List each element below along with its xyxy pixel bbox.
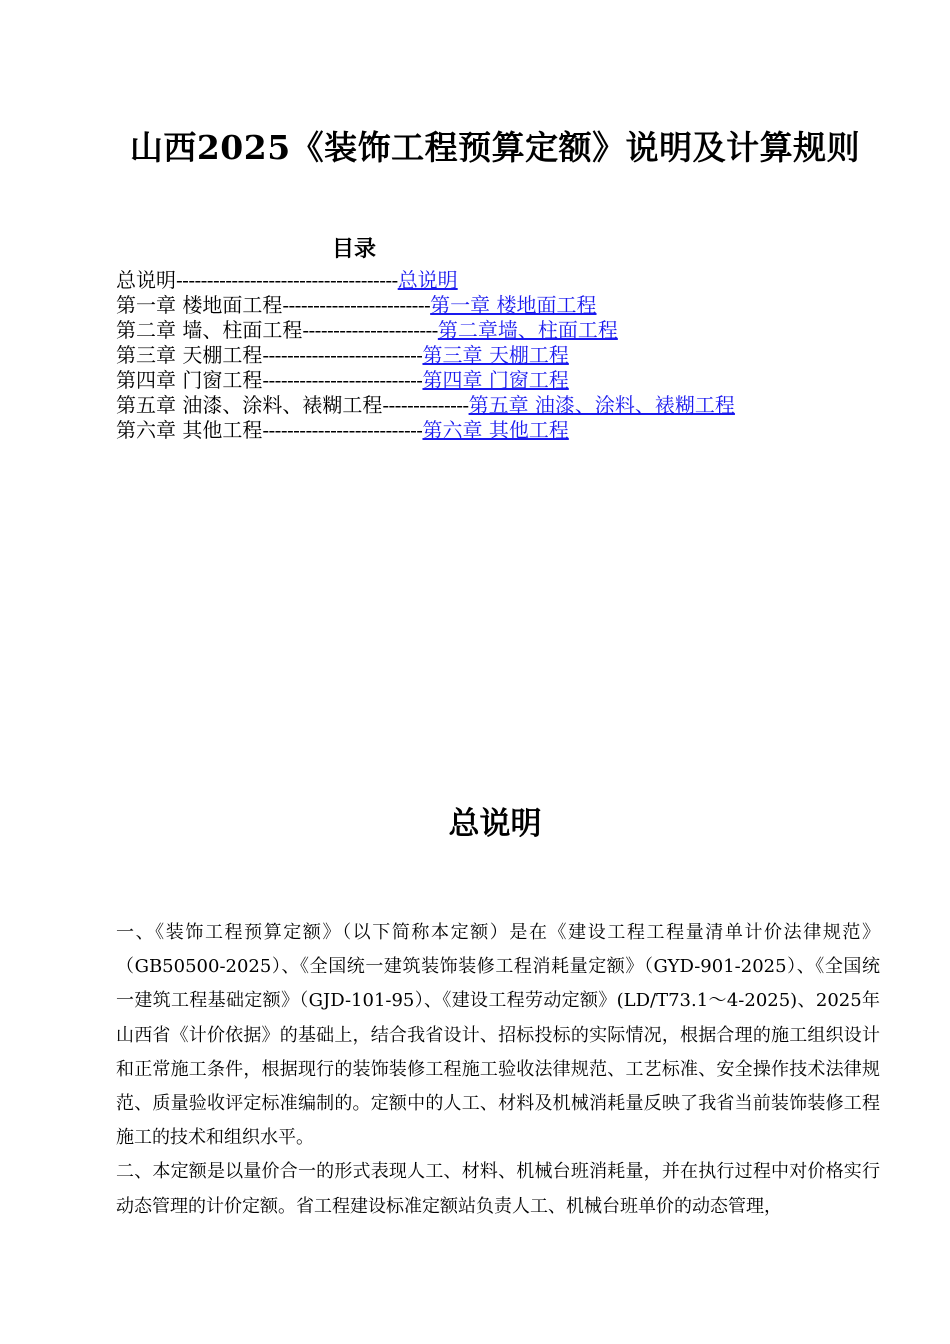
paragraph: 二、本定额是以量价合一的形式表现人工、材料、机械台班消耗量，并在执行过程中对价格实行动态管理的计价定额。省工程建设标准定额站负责人工、机械台班单价的动态管理， [116, 1161, 880, 1217]
toc-entry-label: 第三章 天棚工程 [116, 343, 263, 367]
toc-leader: -------------------------- [262, 343, 423, 367]
toc-entry [116, 293, 896, 318]
toc-leader: ---------------------- [302, 318, 438, 342]
toc-entry-label: 总说明 [116, 268, 176, 292]
body-text [116, 916, 880, 1224]
toc-entry [116, 393, 896, 418]
paragraph: 一、《装饰工程预算定额》（以下简称本定额）是在《建设工程工程量清单计价法律规范》（GB50500-2025）、《全国统一建筑装饰装修工程消耗量定额》（GYD-901-2025）、《全国统一建筑工程基础定额》（GJD-101-95）、《建设工程劳动定额》(LD/T73.1～4-2025)、2025年山西省《计价依据》的基础上，结合我省设计、招标投标的实际情况，根据合理的施工组织设计和正常施工条件，根据现行的装饰装修工程施工验收法律规范、工艺标准、安全操作技术法律规范、质量验收评定标准编制的。定额中的人工、材料及机械消耗量反映了我省当前装饰装修工程施工的技术和组织水平。 [116, 922, 880, 1149]
toc-entry [116, 343, 896, 368]
toc-leader: ------------------------------------ [176, 268, 398, 292]
toc-entry [116, 318, 896, 343]
toc-entry-label: 第四章 门窗工程 [116, 368, 263, 392]
toc-link-chapter-5[interactable]: 第五章 油漆、涂料、裱糊工程 [468, 393, 735, 417]
toc-leader: ------------------------ [282, 293, 431, 317]
toc-heading: 目录 [332, 236, 377, 262]
toc-link-chapter-2[interactable]: 第二章墙、柱面工程 [437, 318, 618, 342]
toc-leader: -------------------------- [262, 368, 423, 392]
toc-entry [116, 368, 896, 393]
toc-entry [116, 268, 896, 293]
toc-link-chapter-1[interactable]: 第一章 楼地面工程 [430, 293, 597, 317]
toc-entry-label: 第六章 其他工程 [116, 418, 263, 442]
document-title: 山西2025《装饰工程预算定额》说明及计算规则 [129, 128, 861, 167]
toc-entry [116, 418, 896, 443]
section-title: 总说明 [448, 806, 542, 842]
toc-link-chapter-3[interactable]: 第三章 天棚工程 [422, 343, 569, 367]
toc-entry-label: 第一章 楼地面工程 [116, 293, 283, 317]
toc-link-chapter-6[interactable]: 第六章 其他工程 [422, 418, 569, 442]
toc-entry-label: 第五章 油漆、涂料、裱糊工程 [116, 393, 383, 417]
toc-entry-label: 第二章 墙、柱面工程 [116, 318, 303, 342]
table-of-contents [116, 268, 896, 443]
toc-link-general[interactable]: 总说明 [397, 268, 458, 292]
toc-leader: -------------- [382, 393, 469, 417]
toc-link-chapter-4[interactable]: 第四章 门窗工程 [422, 368, 569, 392]
toc-leader: -------------------------- [262, 418, 423, 442]
